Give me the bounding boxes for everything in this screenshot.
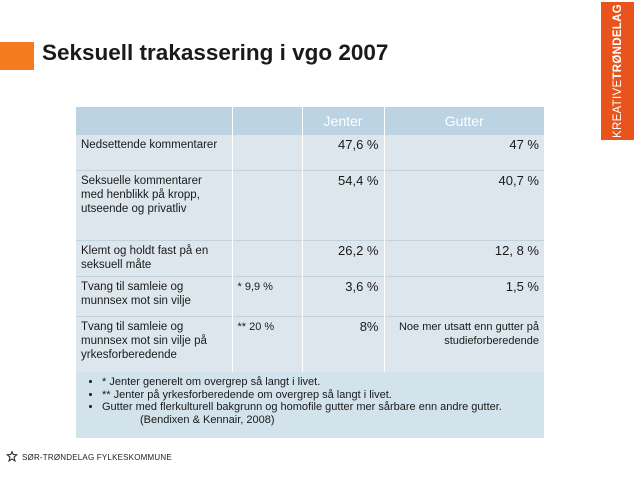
row-jenter: 47,6 % [302,135,384,171]
footnote-item: • Gutter med flerkulturell bakgrunn og homofile gutter mer sårbare enn andre gutter. [102,401,544,414]
row-gutter: 47 % [384,135,544,171]
table-row [76,277,544,317]
row-gutter: 40,7 % [384,171,544,241]
header-jenter: Jenter [302,107,384,135]
row-note [232,241,302,277]
table-row [76,317,544,372]
data-table [76,107,544,372]
row-label: Seksuelle kommentarer med henblikk på kropp, utseende og privatliv [76,171,232,241]
row-note [232,135,302,171]
row-jenter: 8% [302,317,384,372]
crest-icon [6,451,18,463]
row-note [232,171,302,241]
footnote-item: • * Jenter generelt om overgrep så langt i livet. [102,376,544,389]
footer [6,451,172,463]
citation: (Bendixen & Kennair, 2008) [140,413,275,426]
footnotes [76,372,544,427]
row-label: Klemt og holdt fast på en seksuell måte [76,241,232,277]
header-gutter: Gutter [384,107,544,135]
header-note [232,107,302,135]
row-jenter: 26,2 % [302,241,384,277]
footer-org: SØR-TRØNDELAG FYLKESKOMMUNE [22,452,172,462]
row-gutter: Noe mer utsatt enn gutter på studieforberedende [384,317,544,372]
row-gutter: 1,5 % [384,277,544,317]
brand-logo [601,2,634,140]
row-note: ** 20 % [232,317,302,372]
brand-text-light: KREATIVE [611,79,624,138]
row-gutter: 12, 8 % [384,241,544,277]
row-label: Nedsettende kommentarer [76,135,232,171]
header-label [76,107,232,135]
table-header-row [76,107,544,135]
table-row [76,171,544,241]
footnote-item: • ** Jenter på yrkesforberedende om overgrep så langt i livet. [102,389,544,402]
row-jenter: 3,6 % [302,277,384,317]
brand-text [612,4,624,138]
row-jenter: 54,4 % [302,171,384,241]
table-row [76,241,544,277]
accent-bar [0,42,34,70]
brand-text-bold: TRØNDELAG [611,4,624,80]
slide-title: Seksuell trakassering i vgo 2007 [42,40,389,65]
row-label: Tvang til samleie og munnsex mot sin vilje [76,277,232,317]
table-row [76,135,544,171]
row-note: * 9,9 % [232,277,302,317]
footnote-list [76,376,544,414]
row-label: Tvang til samleie og munnsex mot sin vilje på yrkesforberedende [76,317,232,372]
